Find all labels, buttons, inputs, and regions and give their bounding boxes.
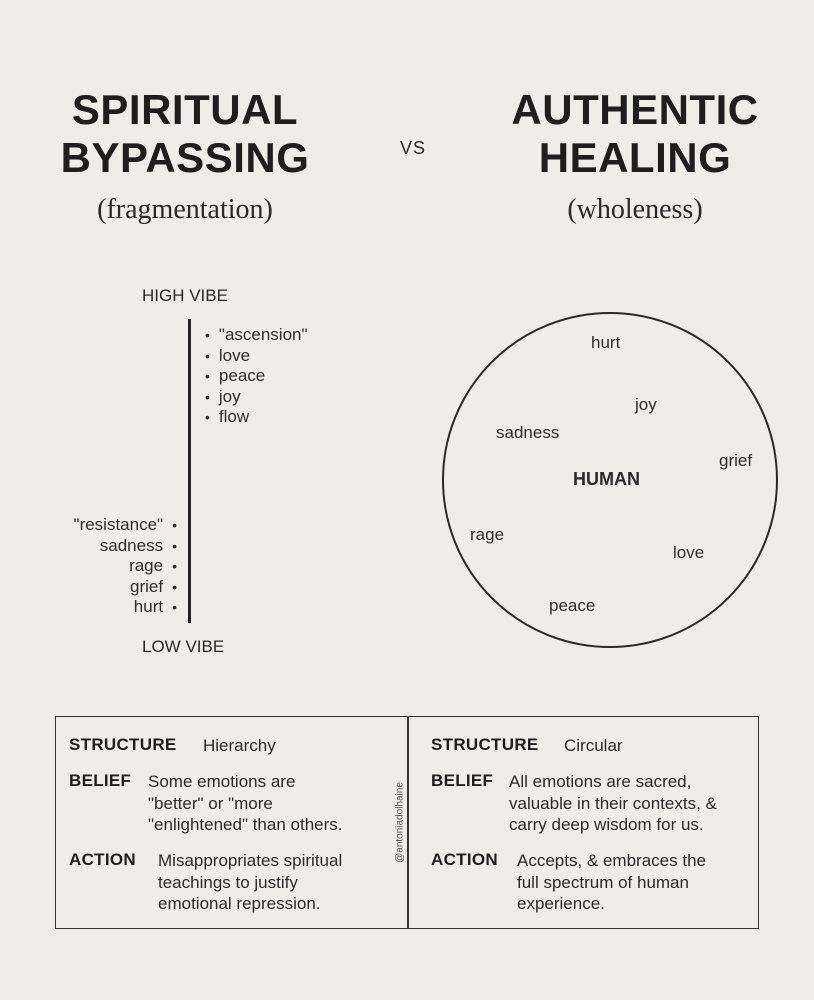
circle-word: joy xyxy=(635,395,657,414)
list-item: • flow xyxy=(205,407,308,428)
right-structure-label: STRUCTURE xyxy=(431,735,539,754)
left-title: SPIRITUAL BYPASSING xyxy=(60,86,310,181)
low-vibe-label: LOW VIBE xyxy=(142,637,225,656)
right-subtitle: (wholeness) xyxy=(567,194,703,225)
vs-label: VS xyxy=(400,138,427,158)
hierarchy-axis xyxy=(188,319,191,623)
circle-word: rage xyxy=(470,525,505,544)
list-item: rage • xyxy=(74,556,177,577)
list-item: • "ascension" xyxy=(205,325,308,346)
right-action-label: ACTION xyxy=(431,850,498,869)
list-item: "resistance" • xyxy=(74,515,177,536)
circle-word: grief xyxy=(719,451,753,470)
list-item: hurt • xyxy=(74,597,177,618)
list-item: sadness • xyxy=(74,536,177,557)
left-belief-text: Some emotions are "better" or "more "enlightened" than others. xyxy=(148,772,343,834)
low-vibe-list xyxy=(74,515,177,618)
left-structure-label: STRUCTURE xyxy=(69,735,177,754)
circle-word: peace xyxy=(549,596,596,615)
list-item: • peace xyxy=(205,366,308,387)
circle-word: love xyxy=(673,543,705,562)
list-item: • love xyxy=(205,346,308,367)
left-structure-text: Hierarchy xyxy=(203,736,276,755)
high-vibe-list xyxy=(205,325,308,428)
right-belief-text: All emotions are sacred, valuable in their contexts, & carry deep wisdom for us. xyxy=(509,772,717,834)
circle-word: sadness xyxy=(496,423,560,442)
left-belief-label: BELIEF xyxy=(69,771,132,790)
list-item: • joy xyxy=(205,387,308,408)
right-action-text: Accepts, & embraces the full spectrum of human experience. xyxy=(517,851,706,913)
right-title: AUTHENTIC HEALING xyxy=(511,86,759,181)
author-handle: @antoniadolhaine xyxy=(394,782,406,863)
right-belief-label: BELIEF xyxy=(431,771,494,790)
circle-word: hurt xyxy=(591,333,621,352)
list-item: grief • xyxy=(74,577,177,598)
circle-center-label: HUMAN xyxy=(573,469,640,489)
left-action-text: Misappropriates spiritual teachings to justify emotional repression. xyxy=(158,851,343,913)
left-subtitle: (fragmentation) xyxy=(97,194,273,225)
left-action-label: ACTION xyxy=(69,850,136,869)
table-divider xyxy=(407,716,409,929)
right-structure-text: Circular xyxy=(564,736,623,755)
high-vibe-label: HIGH VIBE xyxy=(142,286,228,305)
